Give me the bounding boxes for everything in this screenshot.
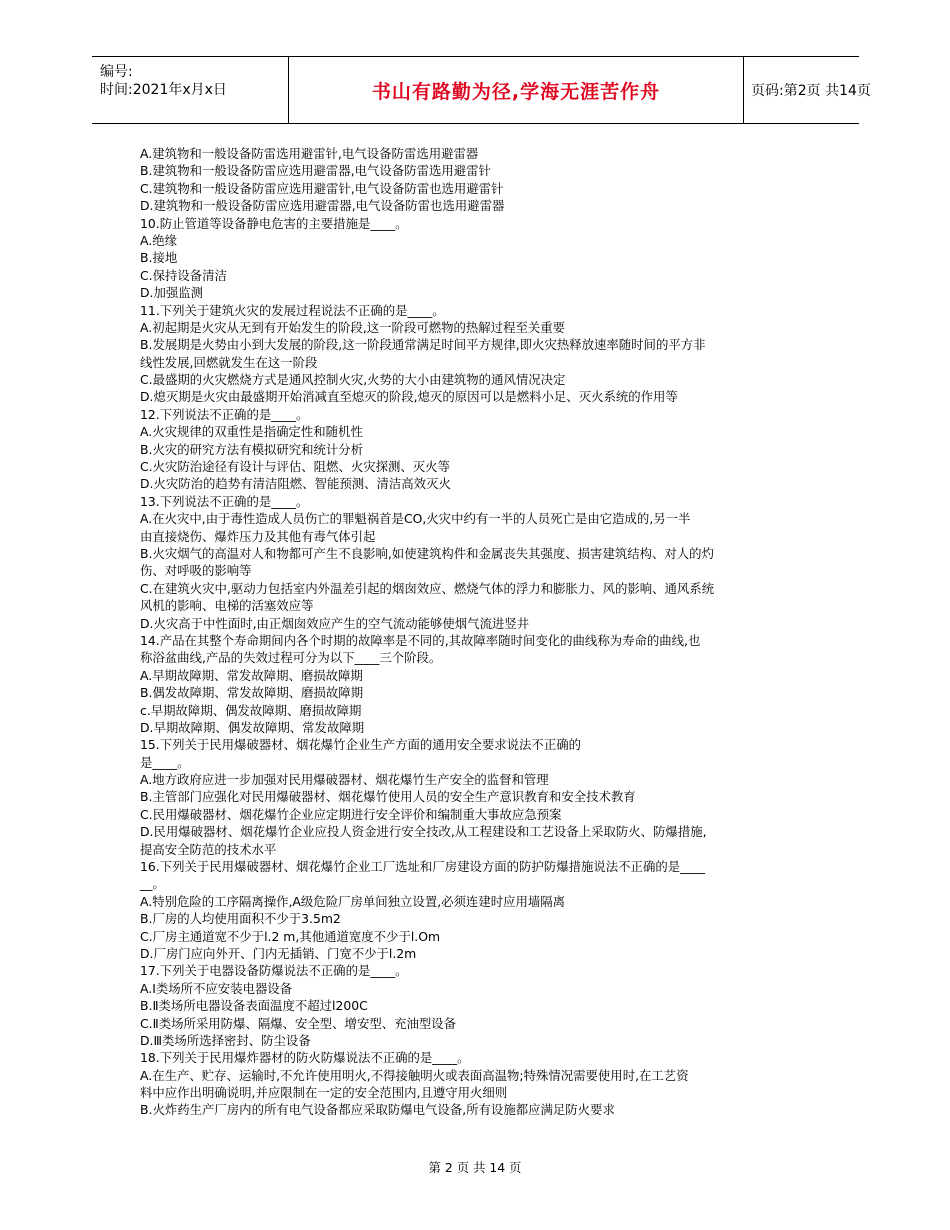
- text-line: A.建筑物和一般设备防雷选用避雷针,电气设备防雷选用避雷器: [140, 146, 479, 161]
- text-line: D.建筑物和一般设备防雷应选用避雷器,电气设备防雷也选用避雷器: [140, 198, 505, 214]
- text-line: 是____。: [140, 754, 190, 770]
- text-line: D.加强监测: [140, 285, 204, 301]
- text-line: B.接地: [140, 250, 178, 266]
- text-line: __。: [140, 876, 165, 892]
- page-footer: 第 2 页 共 14 页: [428, 1160, 522, 1175]
- text-line: C.Ⅱ类场所采用防爆、隔爆、安全型、增安型、充油型设备: [140, 1015, 457, 1031]
- text-line: 线性发展,回燃就发生在这一阶段: [140, 354, 318, 370]
- text-line: A.特别危险的工序隔离操作,A级危险厂房单间独立设置,必须连建时应用墙隔离: [140, 893, 566, 909]
- text-line: A.地方政府应进一步加强对民用爆破器材、烟花爆竹生产安全的监督和管理: [140, 772, 549, 788]
- text-line: D.早期故障期、偶发故障期、常发故障期: [140, 719, 365, 735]
- header-left-cell: [92, 57, 288, 123]
- text-line: 伤、对呼吸的影响等: [140, 563, 252, 579]
- text-line: A.初起期是火灾从无到有开始发生的阶段,这一阶段可燃物的热解过程至关重要: [140, 319, 566, 335]
- text-line: 提高安全防范的技术水平: [140, 841, 277, 857]
- text-line: 10.防止管道等设备静电危害的主要措施是____。: [140, 215, 408, 231]
- header-right-cell: [743, 57, 871, 123]
- text-line: B.建筑物和一般设备防雷应选用避雷器,电气设备防雷选用避雷针: [140, 163, 491, 179]
- text-line: D.民用爆破器材、烟花爆竹企业应投人资金进行安全技改,从工程建设和工艺设备上采取防火、防爆措施,: [140, 824, 707, 840]
- text-line: B.火灾烟气的高温对人和物都可产生不良影响,如使建筑构件和金属丧失其强度、损害建筑结构、对人的灼: [140, 545, 714, 561]
- text-line: D.Ⅲ类场所选择密封、防尘设备: [140, 1032, 311, 1048]
- text-line: D.熄灭期是火灾由最盛期开始消减直至熄灭的阶段,熄灭的原因可以是燃料小足、灭火系统的作用等: [140, 389, 678, 405]
- text-line: B.火炸药生产厂房内的所有电气设备都应采取防爆电气设备,所有设施都应满足防火要求: [140, 1102, 615, 1118]
- text-line: 由直接烧伤、爆炸压力及其他有毒气体引起: [140, 528, 376, 544]
- text-line: 15.下列关于民用爆破器材、烟花爆竹企业生产方面的通用安全要求说法不正确的: [140, 737, 581, 753]
- page-header: [92, 56, 871, 124]
- header-page-code: 页码:第2页 共14页: [751, 83, 871, 99]
- text-line: 18.下列关于民用爆炸器材的防火防爆说法不正确的是____。: [140, 1050, 470, 1066]
- text-line: C.建筑物和一般设备防雷应选用避雷针,电气设备防雷也选用避雷针: [140, 180, 504, 196]
- text-line: 料中应作出明确说明,并应限制在一定的安全范围内,且遵守用火细则: [140, 1085, 508, 1101]
- header-motto-cell: [288, 57, 744, 123]
- text-line: B.Ⅱ类场所电器设备表面温度不超过l200C: [140, 998, 368, 1014]
- header-motto: 书山有路勤为径,学海无涯苦作舟: [371, 80, 661, 103]
- text-line: A.在火灾中,由于毒性造成人员伤亡的罪魁祸首是CO,火灾中约有一半的人员死亡是由它造成的,另一半: [140, 511, 691, 527]
- text-line: C.保持设备清洁: [140, 267, 227, 283]
- text-line: A.火灾规律的双重性是指确定性和随机性: [140, 424, 363, 440]
- text-line: C.民用爆破器材、烟花爆竹企业应定期进行安全评价和编制重大事故应急预案: [140, 806, 562, 822]
- text-line: 11.下列关于建筑火灾的发展过程说法不正确的是____。: [140, 302, 445, 318]
- text-line: D.厂房门应向外开、门内无插销、门宽不少于l.2m: [140, 945, 417, 961]
- text-line: C.火灾防治途径有设计与评估、阻燃、火灾探测、灭火等: [140, 459, 450, 475]
- text-line: 称浴盆曲线,产品的失效过程可分为以下____三个阶段。: [140, 650, 442, 666]
- text-line: 16.下列关于民用爆破器材、烟花爆竹企业工厂选址和厂房建设方面的防护防爆措施说法不正确的是____: [140, 859, 705, 875]
- text-line: C.在建筑火灾中,驱动力包括室内外温差引起的烟囱效应、燃烧气体的浮力和膨胀力、风的影响、通风系统: [140, 580, 715, 596]
- text-line: C.厂房主通道宽不少于l.2 m,其他通道宽度不少于l.Om: [140, 928, 441, 944]
- text-line: 14.产品在其整个寿命期间内各个时期的故障率是不同的,其故障率随时间变化的曲线称为寿命的曲线,也: [140, 632, 701, 648]
- text-line: B.发展期是火势由小到大发展的阶段,这一阶段通常满足时间平方规律,即火灾热释放速率随时间的平方非: [140, 337, 706, 353]
- text-line: A.早期故障期、常发故障期、磨损故障期: [140, 667, 363, 683]
- text-line: B.主管部门应强化对民用爆破器材、烟花爆竹使用人员的安全生产意识教育和安全技术教育: [140, 789, 636, 805]
- text-line: 13.下列说法不正确的是____。: [140, 493, 309, 509]
- text-line: 12.下列说法不正确的是____。: [140, 406, 309, 422]
- text-line: B.厂房的人均使用面积不少于3.5m2: [140, 911, 341, 927]
- text-line: A.绝缘: [140, 232, 177, 248]
- text-line: A.Ⅰ类场所不应安装电器设备: [140, 980, 293, 996]
- text-line: B.偶发故障期、常发故障期、磨损故障期: [140, 685, 364, 701]
- document-body: [140, 145, 810, 1119]
- document-time-label: 时间:2021年x月x日: [100, 82, 227, 98]
- text-line: B.火灾的研究方法有模拟研究和统计分析: [140, 441, 364, 457]
- text-line: 风机的影响、电梯的活塞效应等: [140, 598, 314, 614]
- text-line: D.火灾高于中性面时,由正烟囱效应产生的空气流动能够使烟气流进竖井: [140, 615, 530, 631]
- text-line: A.在生产、贮存、运输时,不允许使用明火,不得接触明火或表面高温物;特殊情况需要使用时,在工艺资: [140, 1067, 689, 1083]
- document-number-label: 编号:: [100, 64, 133, 80]
- text-line: C.最盛期的火灾燃烧方式是通风控制火灾,火势的大小由建筑物的通风情况决定: [140, 372, 566, 388]
- text-line: D.火灾防治的趋势有清洁阻燃、智能预测、清洁高效灭火: [140, 476, 451, 492]
- text-line: 17.下列关于电器设备防爆说法不正确的是____。: [140, 963, 408, 979]
- text-line: c.早期故障期、偶发故障期、磨损故障期: [140, 702, 362, 718]
